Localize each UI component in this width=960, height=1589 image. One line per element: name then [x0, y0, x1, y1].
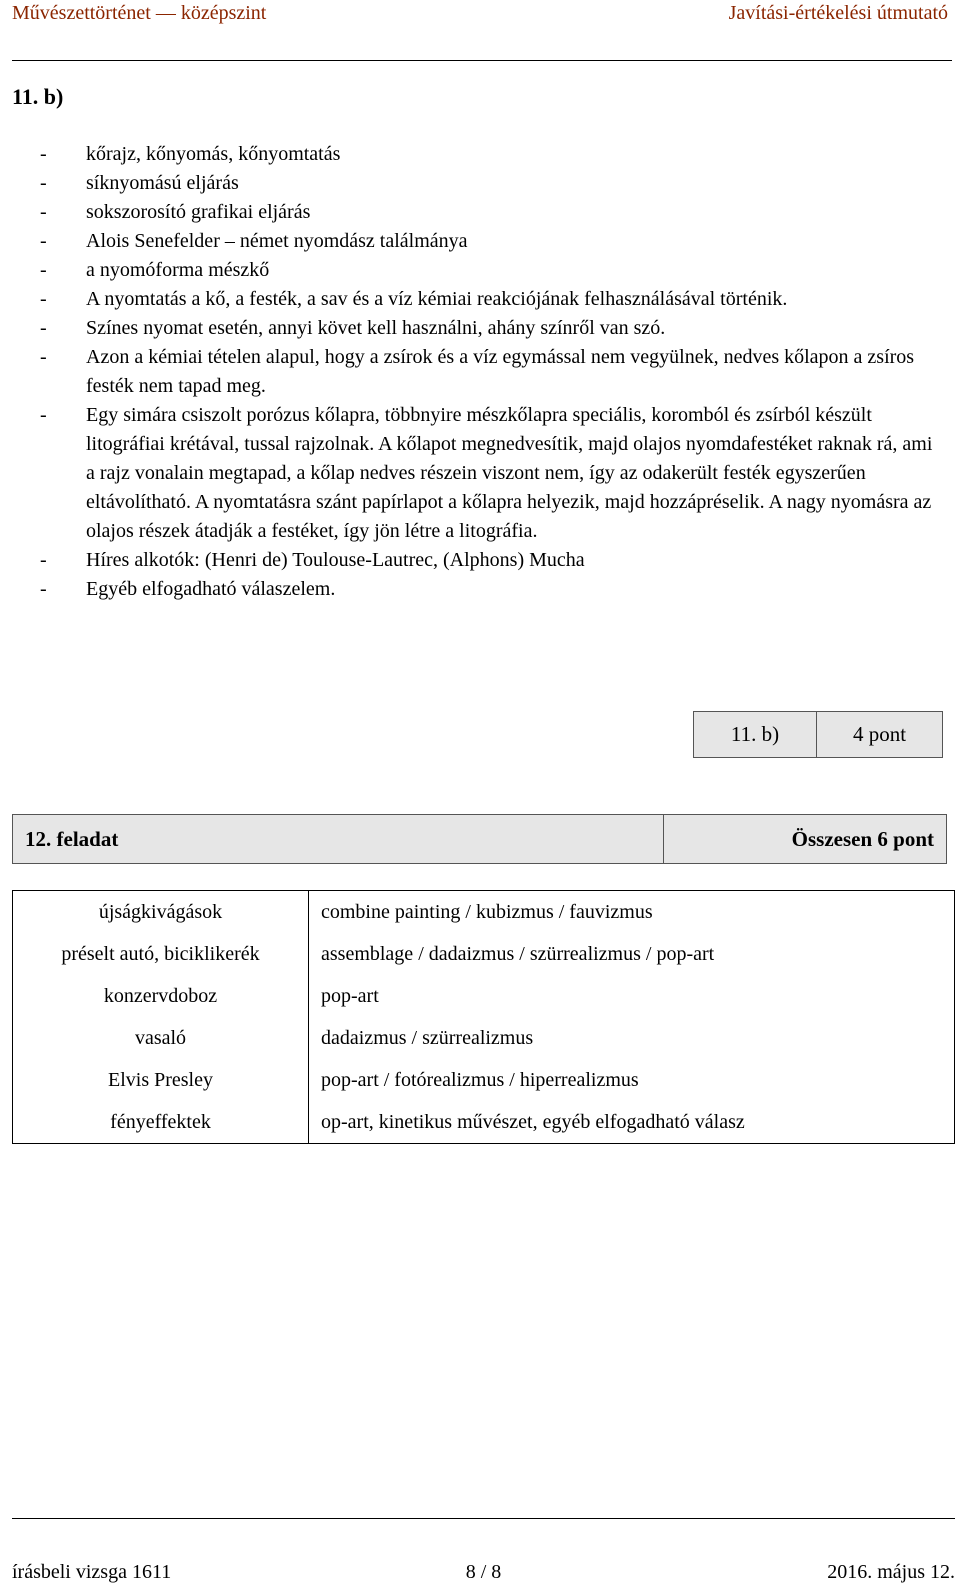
dash-bullet: - — [40, 230, 47, 252]
list-item — [40, 314, 945, 343]
table-cell-answer: pop-art / fotórealizmus / hiperrealizmus — [309, 1059, 955, 1101]
table-row — [13, 891, 955, 934]
footer-page-number: 8 / 8 — [465, 1561, 502, 1583]
table-cell-item: vasaló — [13, 1017, 309, 1059]
dash-bullet: - — [40, 578, 47, 600]
task-12-title: 12. feladat — [13, 815, 664, 863]
list-item — [40, 546, 945, 575]
dash-bullet: - — [40, 143, 47, 165]
list-item — [40, 198, 945, 227]
dash-bullet: - — [40, 346, 47, 368]
table-cell-item: újságkivágások — [13, 891, 309, 934]
task-11b-answer-list — [40, 140, 945, 604]
header-doc-type: Javítási-értékelési útmutató — [728, 2, 948, 24]
table-cell-answer: dadaizmus / szürrealizmus — [309, 1017, 955, 1059]
header-subject: Művészettörténet — középszint — [12, 2, 267, 24]
list-item-text: Azon a kémiai tételen alapul, hogy a zsírok és a víz egymással nem vegyülnek, nedves kőlapon a zsíros festék nem tapad meg. — [86, 346, 915, 397]
list-item — [40, 401, 945, 546]
page-header — [0, 0, 960, 70]
table-cell-answer: combine painting / kubizmus / fauvizmus — [309, 891, 955, 934]
page-footer — [12, 1518, 955, 1583]
dash-bullet: - — [40, 549, 47, 571]
task-11b-score-box — [693, 711, 943, 758]
list-item-text: Színes nyomat esetén, annyi követ kell használni, ahány színről van szó. — [86, 317, 666, 339]
list-item — [40, 343, 945, 401]
table-cell-item: préselt autó, biciklikerék — [13, 933, 309, 975]
task-12-header — [12, 814, 947, 864]
list-item — [40, 256, 945, 285]
dash-bullet: - — [40, 317, 47, 339]
task-11b-title: 11. b) — [12, 84, 64, 109]
footer-date: 2016. május 12. — [827, 1561, 955, 1583]
table-cell-answer: op-art, kinetikus művészet, egyéb elfogadható válasz — [309, 1101, 955, 1144]
table-row — [13, 1101, 955, 1144]
list-item-text: A nyomtatás a kő, a festék, a sav és a víz kémiai reakciójának felhasználásával történik. — [86, 288, 788, 310]
footer-exam-id: írásbeli vizsga 1611 — [12, 1561, 172, 1583]
table-cell-answer: pop-art — [309, 975, 955, 1017]
task-12-total: Összesen 6 pont — [791, 826, 934, 851]
dash-bullet: - — [40, 259, 47, 281]
list-item-text: Egy simára csiszolt porózus kőlapra, többnyire mészkőlapra speciális, koromból és zsírból készült litográfiai krétával, tussal rajzolnak. A kőlapot megnedvesítik, majd olajos nyomdafestéket raknak rá, ami a rajz vonalain megtapad, a kőlap nedves részein viszont nem, így az odakerült festék egyszerűen eltávolítható. A nyomtatásra szánt papírlapot a kőlapra helyezik, majd hozzápréselik. A nagy nyomásra az olajos részek átadják a festéket, így jön létre a litográfia. — [86, 404, 933, 542]
table-row — [13, 1059, 955, 1101]
task-12-answer-table — [12, 890, 955, 1144]
list-item — [40, 169, 945, 198]
score-points: 4 pont — [852, 722, 907, 746]
table-row — [13, 975, 955, 1017]
list-item — [40, 285, 945, 314]
list-item-text: Híres alkotók: (Henri de) Toulouse-Lautrec, (Alphons) Mucha — [86, 549, 585, 571]
table-row — [13, 1017, 955, 1059]
list-item-text: Egyéb elfogadható válaszelem. — [86, 578, 336, 600]
table-cell-item: Elvis Presley — [13, 1059, 309, 1101]
list-item — [40, 575, 945, 604]
table-cell-answer: assemblage / dadaizmus / szürrealizmus / pop-art — [309, 933, 955, 975]
footer-row — [12, 1519, 955, 1583]
list-item-text: sokszorosító grafikai eljárás — [86, 201, 311, 223]
dash-bullet: - — [40, 288, 47, 310]
list-item-text: a nyomóforma mészkő — [86, 259, 270, 281]
dash-bullet: - — [40, 404, 47, 426]
list-item-text: kőrajz, kőnyomás, kőnyomtatás — [86, 143, 341, 165]
dash-bullet: - — [40, 172, 47, 194]
list-item-text: síknyomású eljárás — [86, 172, 239, 194]
table-cell-item: fényeffektek — [13, 1101, 309, 1144]
header-rule — [12, 60, 952, 61]
table-row — [13, 933, 955, 975]
list-item-text: Alois Senefelder – német nyomdász találmánya — [86, 230, 468, 252]
table-cell-item: konzervdoboz — [13, 975, 309, 1017]
list-item — [40, 227, 945, 256]
list-item — [40, 140, 945, 169]
score-label: 11. b) — [694, 712, 817, 757]
dash-bullet: - — [40, 201, 47, 223]
